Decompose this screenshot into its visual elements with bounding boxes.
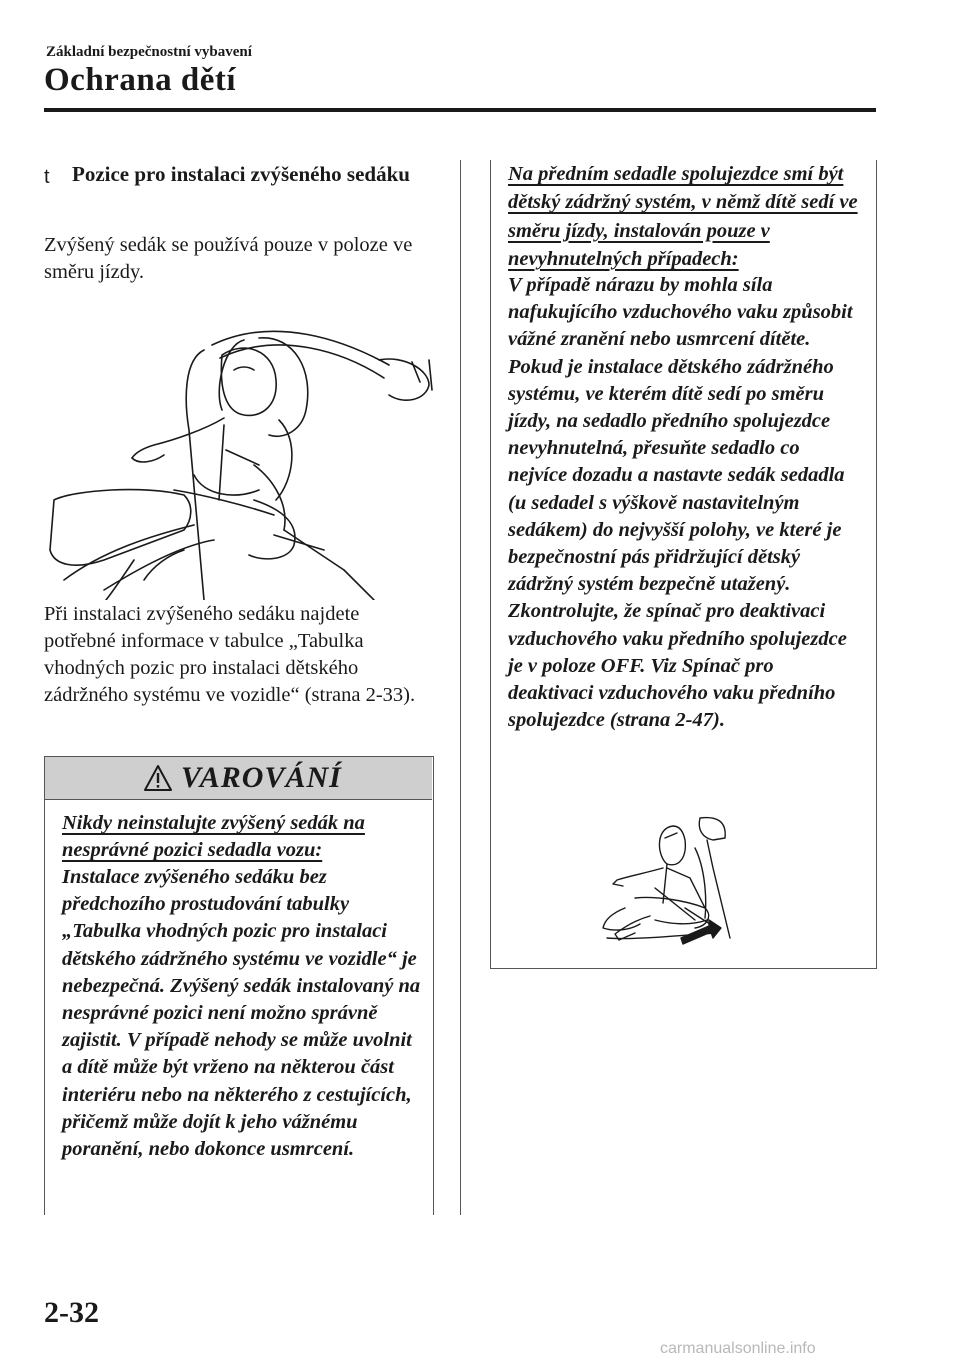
page-number: 2-32 [44,1296,99,1329]
right-warning-lead: Na předním sedadle spolujezdce smí být dětský zádržný systém, v němž dítě sedí ve směru jízdy, instalován pouze v nevyhnutelných případech: [508,163,858,270]
front-seat-child-illustration [595,808,735,958]
intro-paragraph: Zvýšený sedák se používá pouze v poloze ve směru jízdy. [44,234,413,283]
right-warning-body: V případě nárazu by mohla síla nafukujícího vzduchového vaku způsobit vážné zranění nebo usmrcení dítěte. Pokud je instalace dětského zádržného systému, ve kterém dítě sedí po směru jízdy, na sedadlo předního spolujezdce nevyhnutelná, přesuňte sedadlo co nejvíce dozadu a nastavte sedák sedadla (u sedadel s výškově nastavitelným sedákem) do nejvyšší polohy, ve které je bezpečnostní pás přidržující dětský zádržný systém bezpečně utažený. Zkontrolujte, že spínač pro deaktivaci vzduchového vaku předního spolujezdce je v poloze OFF. Viz Spínač pro deaktivaci vzduchového vaku předního spolujezdce (strana 2-47). [508,274,853,732]
title-rule [44,108,876,112]
section-heading: Pozice pro instalaci zvýšeného sedáku [72,162,410,186]
warning-triangle-icon [143,764,173,792]
warning-body: Instalace zvýšeného sedáku bez předchozího prostudování tabulky „Tabulka vhodných pozic pro instalaci dětského zádržného systému ve vozidle“ je nebezpečná. Zvýšený sedák instalovaný na nesprávné pozici není možno správně zajistit. V případě nehody se může uvolnit a dítě může být vrženo na některou část interiéru nebo na některého z cestujících, přičemž může dojít k jeho vážnému poranění, nebo dokonce usmrcení. [62,866,421,1161]
booster-seat-illustration [44,300,434,600]
section-bullet: t [44,166,50,188]
warning-title: VAROVÁNÍ [181,761,342,794]
column-divider [460,160,461,1215]
table-reference-paragraph: Při instalaci zvýšeného sedáku najdete potřebné informace v tabulce „Tabulka vhodných pozic pro instalaci dětského zádržného systému ve vozidle“ (strana 2-33). [44,603,416,706]
warning-lead: Nikdy neinstalujte zvýšený sedák na nesprávné pozici sedadla vozu: [62,812,365,862]
breadcrumb: Základní bezpečnostní vybavení [46,44,252,60]
watermark: carmanualsonline.info [660,1340,816,1357]
page-title: Ochrana dětí [44,62,237,98]
